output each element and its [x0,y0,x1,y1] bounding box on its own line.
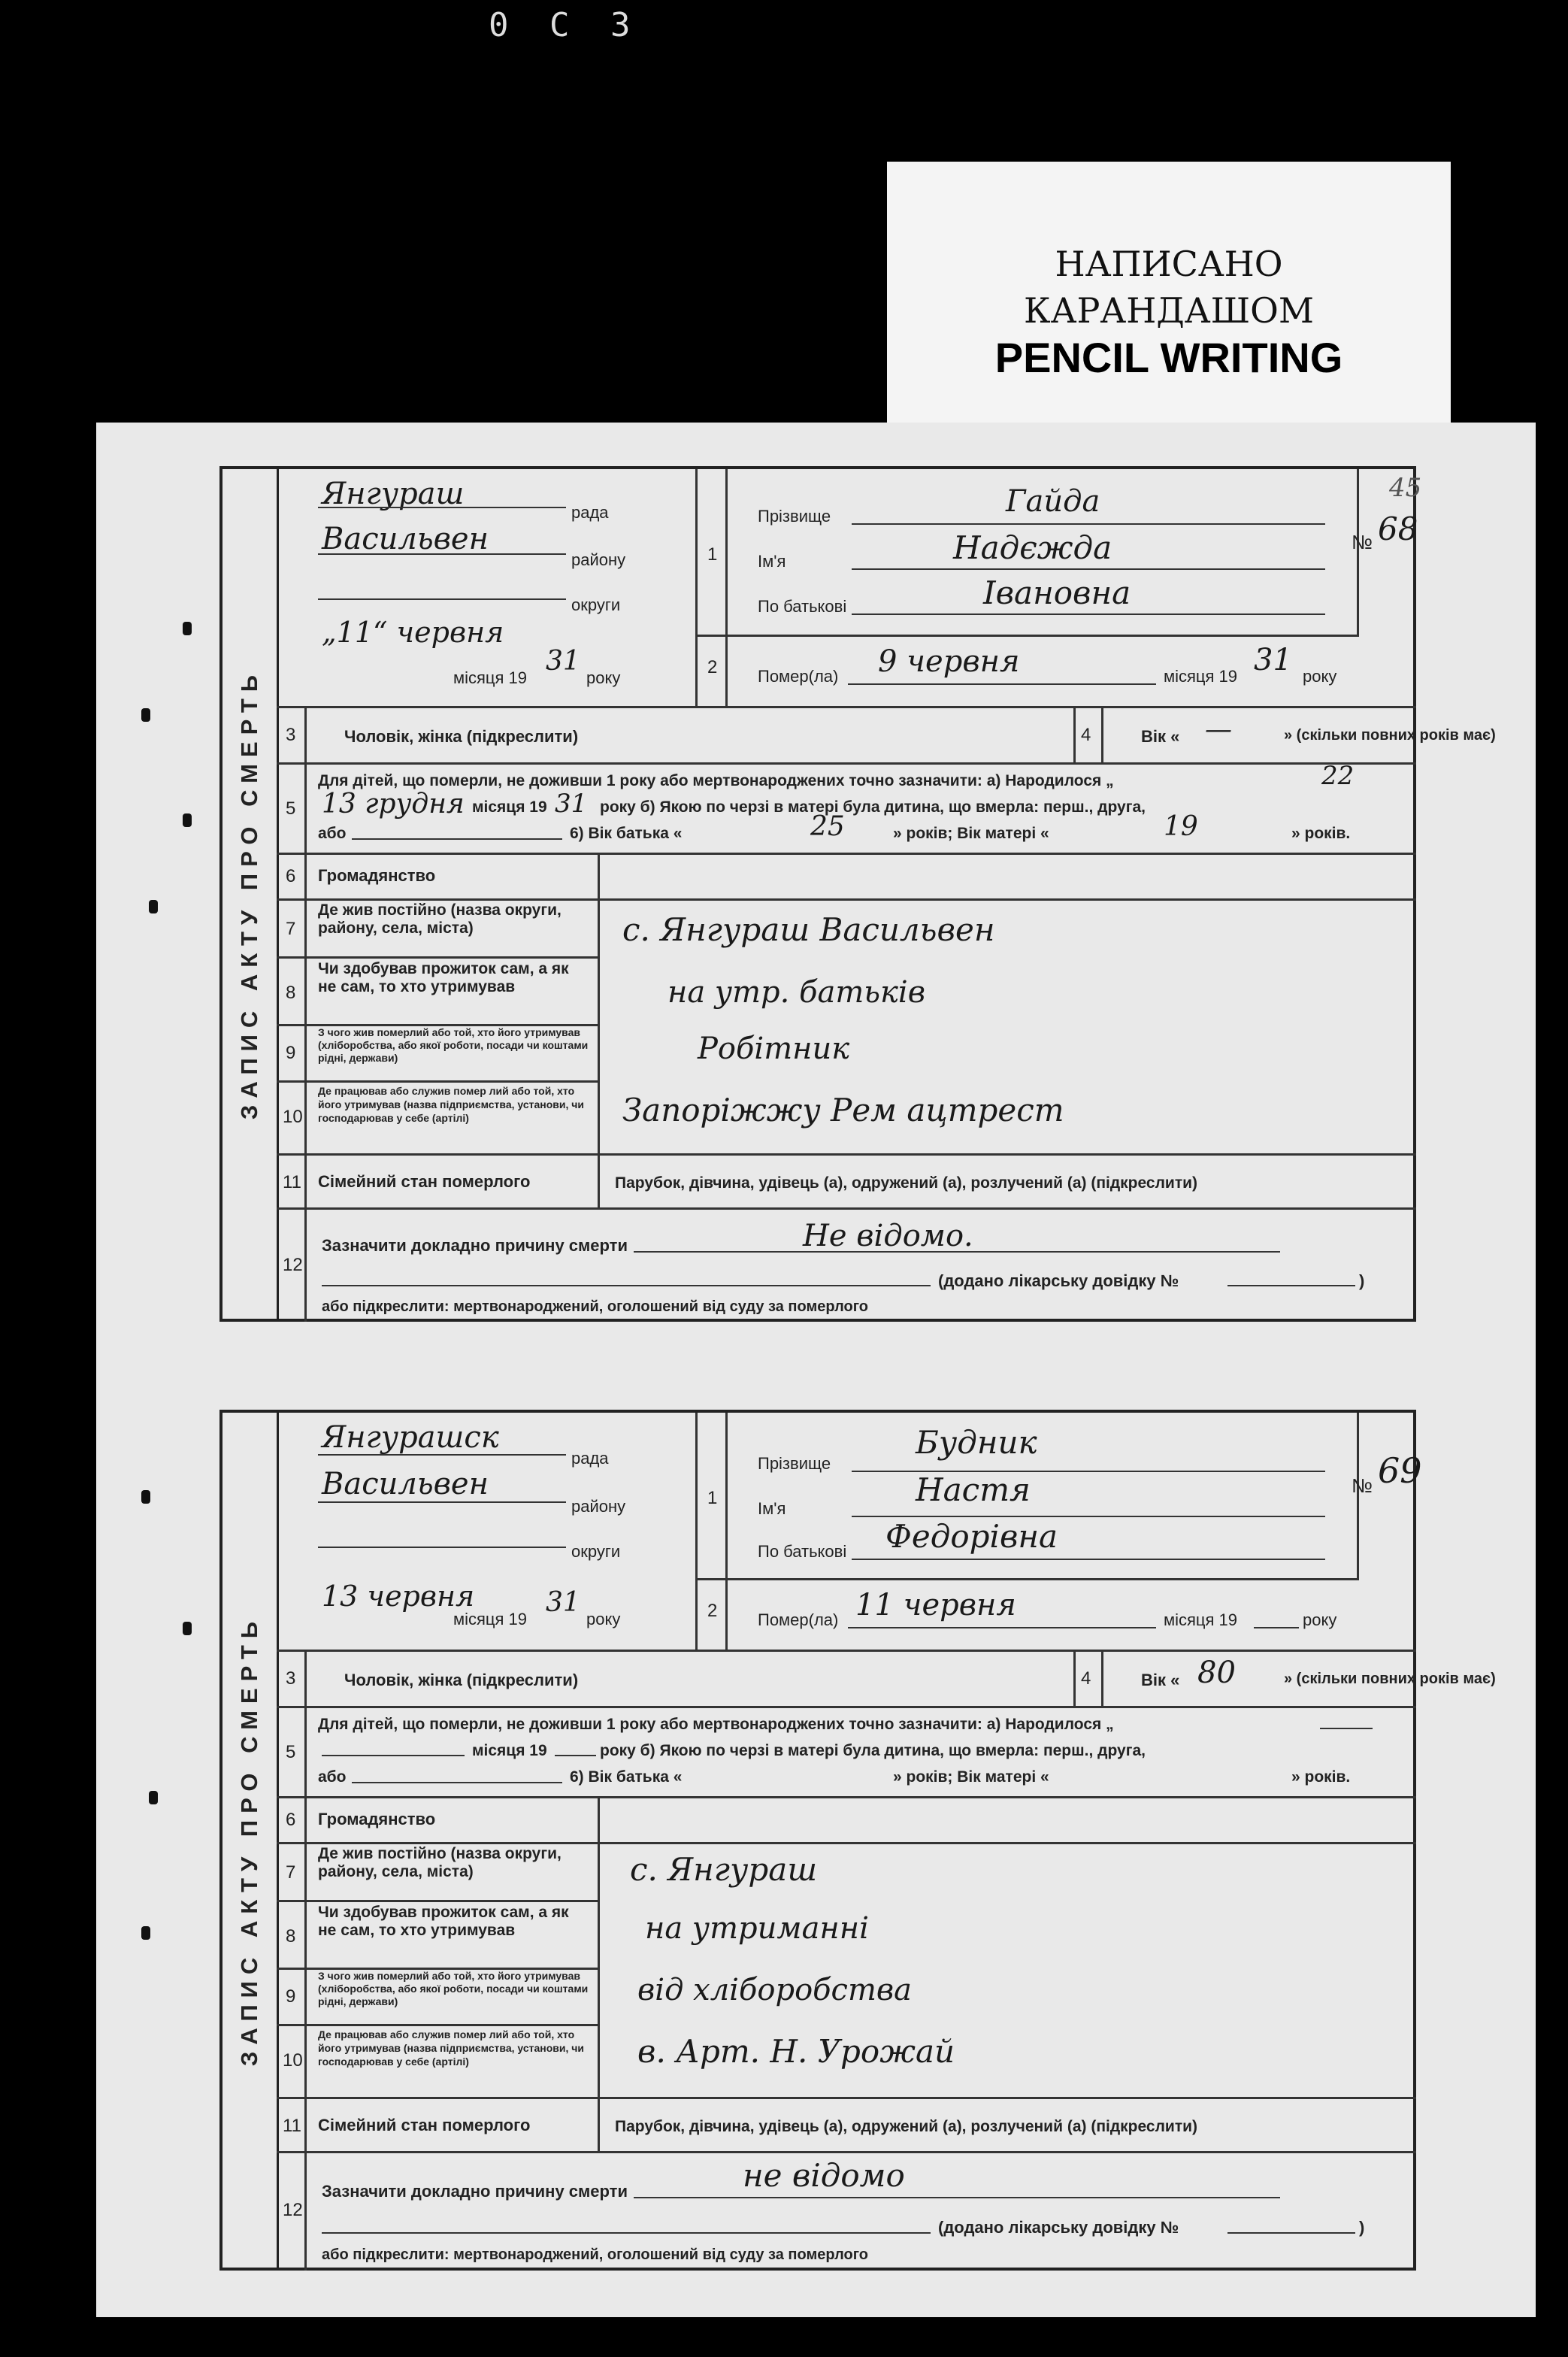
rows-6-10 [277,853,1416,1153]
label-rayonu: району [571,1497,626,1516]
form-side-title: ЗАПИС АКТУ ПРО СМЕРТЬ [222,469,279,1319]
hw-cause: не відомо [743,2157,905,2194]
label-vik-tail: » (скільки повних років має) [1284,727,1496,744]
label-family-options: Парубок, дівчина, удівець (а), одружений (а), розлучений (а) (підкреслити) [615,1174,1198,1192]
row-num-12: 12 [283,1255,303,1275]
label-family-options: Парубок, дівчина, удівець (а), одружений (а), розлучений (а) (підкреслити) [615,2118,1198,2135]
label-cause: Зазначити докладно причину смерти [322,2182,628,2201]
hw-rayon: Васильвен [322,1467,489,1501]
death-date-block [728,1578,1359,1650]
label-okrugy: округи [571,595,621,614]
label-family-status: Сімейний стан померлого [318,1172,531,1191]
death-date-block [728,635,1359,706]
hw-surname: Будник [916,1424,1037,1461]
binding-hole [183,1622,192,1635]
archive-mark: 0 C 3 [489,6,641,44]
row-gender-age [277,1650,1496,1706]
label-support: Чи здобував прожиток сам, а як не сам, то хто утримував [318,960,569,995]
label-infant-line1: Для дітей, що померли, не доживши 1 року або мертвонароджених точно зазначити: а) Народилося „ [318,772,1114,789]
form-side-title: ЗАПИС АКТУ ПРО СМЕРТЬ [222,1413,279,2268]
label-rada: рада [571,1449,609,1468]
label-misyatsya-2: місяця 19 [1164,1610,1238,1629]
hw-means: від хліборобства [637,1973,913,2007]
hw-record-no: 69 [1378,1450,1422,1491]
label-cause: Зазначити докладно причину смерти [322,1236,628,1255]
label-no: № [1352,531,1373,553]
label-roku-2: року [1303,1610,1337,1629]
label-residence: Де жив постійно (назва округи, району, села, міста) [318,901,562,937]
row-num-3: 3 [286,725,296,745]
record-number-block [1352,469,1422,706]
label-roku-2: року [1303,667,1337,686]
hw-father-age: 25 [810,811,845,842]
label-roku: року [586,1610,621,1628]
row-num-6: 6 [286,1810,296,1830]
label-gender: Чоловік, жінка (підкреслити) [344,727,579,746]
deceased-name-block [728,469,1359,635]
binding-hole [141,708,150,722]
label-prizvyshche: Прізвище [758,1454,831,1473]
label-rada: рада [571,503,609,522]
row-num-9: 9 [286,1986,296,2007]
label-gender: Чоловік, жінка (підкреслити) [344,1671,579,1689]
label-misyatsya-2: місяця 19 [1164,667,1238,686]
row-num-10: 10 [283,1107,303,1127]
row-num-1: 1 [707,544,718,565]
row-num-3: 3 [286,1668,296,1689]
label-residence: Де жив постійно (назва округи, району, села, міста) [318,1845,562,1880]
hw-name: Настя [916,1471,1031,1508]
deceased-name-block [728,1413,1359,1578]
pencil-label-en: PENCIL WRITING [994,334,1343,381]
row-num-7: 7 [286,1862,296,1883]
label-okrugy: округи [571,1542,621,1561]
label-citizenship: Громадянство [318,1810,436,1828]
label-work: Де працював або служив помер лий або той, хто його утримував (назва підприємства, установи, чи господарював у себе (артілі) [318,2028,584,2068]
row-num-5: 5 [286,1742,296,1762]
label-po-batkovi: По батькові [758,597,847,616]
label-infant-misyatsya: місяця 19 [472,798,547,816]
label-roku: року [586,668,621,687]
hw-record-no: 68 [1378,510,1418,547]
hw-death-day: 9 червня [878,644,1020,679]
hw-record-no-old: 45 [1389,473,1422,503]
hw-reg-year: 31 [546,646,580,677]
label-cause-cert: (додано лікарську довідку № [938,2218,1179,2237]
row-num-9: 9 [286,1043,296,1063]
label-support: Чи здобував прожиток сам, а як не сам, то хто утримував [318,1904,569,1939]
label-infant-v: 6) Вік батька « [570,825,683,842]
hw-work: в. Арт. Н. Урожай [637,2033,955,2070]
label-infant-b: року б) Якою по черзі в матері була дитина, що вмерла: перш., друга, [600,1742,1146,1759]
hw-age: 80 [1197,1656,1236,1690]
row-num-8: 8 [286,983,296,1003]
hw-born-year: 31 [555,789,588,819]
row-num-5: 5 [286,798,296,819]
row-num-2: 2 [707,1601,718,1621]
row-cause: 12 Зазначити докладно причину смерти Не відомо. (додано лікарську довідку № ) або підкреслити: мертвонароджений, оголошений від суду за померлого [277,1207,1416,1322]
label-cause-alt: або підкреслити: мертвонароджений, оголошений від суду за померлого [322,1298,869,1315]
label-infant-rokiv2: » років. [1291,825,1351,842]
row-num-12: 12 [283,2200,303,2220]
hw-support: на утр. батьків [667,975,926,1010]
binding-hole [183,622,192,635]
rows-6-10 [277,1796,1416,2097]
hw-support: на утриманні [645,1911,869,1946]
row-num-11: 11 [283,1172,301,1192]
row-num-11: 11 [283,2116,301,2136]
row-num-8: 8 [286,1926,296,1946]
binding-hole [149,1791,158,1804]
pencil-writing-label [887,162,1451,425]
label-infant-v: 6) Вік батька « [570,1768,683,1786]
registry-place-block [277,469,698,706]
label-misyatsya: місяця 19 [453,1610,528,1628]
row-family-status [277,1153,1416,1207]
label-pomer: Помер(ла) [758,667,839,686]
hw-means: Робітник [698,1032,850,1066]
binding-hole [183,813,192,827]
hw-residence: с. Янгураш Васильвен [622,911,995,948]
hw-surname: Гайда [1006,484,1100,519]
hw-rayon: Васильвен [322,522,489,556]
label-work: Де працював або служив помер лий або той, хто його утримував (назва підприємства, установи, чи господарював у себе (артілі) [318,1085,584,1124]
label-prizvyshche: Прізвище [758,507,831,526]
hw-rada: Янгураш [322,477,465,511]
hw-patronymic: Івановна [983,574,1131,611]
registry-place-block [277,1413,698,1650]
hw-death-year: 31 [1254,643,1292,677]
hw-born-day: 22 [1321,761,1355,791]
hw-residence: с. Янгураш [630,1851,818,1888]
label-vik: Вік « [1141,727,1180,746]
label-infant-rokiv: » років; Вік матері « [893,825,1049,842]
label-citizenship: Громадянство [318,866,436,885]
hw-rada: Янгурашск [322,1420,499,1455]
label-infant-rokiv2: » років. [1291,1768,1351,1786]
row-gender-age [277,706,1496,762]
label-pomer: Помер(ла) [758,1610,839,1629]
label-misyatsya: місяця 19 [453,668,528,687]
death-record-form-2 [219,1410,1496,2271]
row-num-4: 4 [1081,1668,1091,1689]
label-means: З чого жив померлий або той, хто його утримував (хліборобства, або якої роботи, посади чи коштами рідні, держави) [318,1970,589,2007]
label-infant-misyatsya: місяця 19 [472,1742,547,1759]
row-infant [277,1706,1416,1796]
hw-reg-day: „11“ червня [322,616,504,649]
label-infant-abo: або [318,825,347,842]
label-infant-b: року б) Якою по черзі в матері була дитина, що вмерла: перш., друга, [600,798,1146,816]
binding-hole [141,1926,150,1940]
hw-patronymic: Федорівна [885,1518,1058,1555]
hw-reg-day: 13 червня [322,1580,475,1613]
pencil-label-ru-2: КАРАНДАШОМ [1024,290,1314,331]
hw-work: Запоріжжу Рем ацтрест [622,1092,1064,1129]
hw-age: — [1205,714,1232,745]
label-po-batkovi: По батькові [758,1542,847,1561]
death-record-form-1 [219,466,1496,1322]
binding-hole [141,1490,150,1504]
label-means: З чого жив померлий або той, хто його утримував (хліборобства, або якої роботи, посади чи коштами рідні, держави) [318,1026,589,1064]
row-cause: 12 Зазначити докладно причину смерти не відомо (додано лікарську довідку № ) або підкреслити: мертвонароджений, оголошений від суду за померлого [277,2151,1416,2271]
hw-reg-year: 31 [546,1587,580,1618]
label-infant-abo: або [318,1768,347,1786]
label-imya: Ім'я [758,552,786,571]
row-num-7: 7 [286,919,296,939]
label-vik: Вік « [1141,1671,1180,1689]
label-cause-alt: або підкреслити: мертвонароджений, оголошений від суду за померлого [322,2246,869,2263]
hw-mother-age: 19 [1164,811,1198,842]
label-family-status: Сімейний стан померлого [318,2116,531,2134]
hw-death-day: 11 червня [855,1588,1016,1622]
row-num-6: 6 [286,866,296,886]
hw-born-month: 13 грудня [322,789,465,819]
record-number-block [1352,1413,1422,1650]
label-no: № [1352,1474,1373,1497]
label-vik-tail: » (скільки повних років має) [1284,1671,1496,1687]
label-rayonu: району [571,550,626,569]
label-infant-line1: Для дітей, що померли, не доживши 1 року або мертвонароджених точно зазначити: а) Народилося „ [318,1716,1114,1733]
row-num-4: 4 [1081,725,1091,745]
binding-hole [149,900,158,913]
row-num-1: 1 [707,1488,718,1508]
row-num-10: 10 [283,2050,303,2071]
label-infant-rokiv: » років; Вік матері « [893,1768,1049,1786]
row-family-status [277,2097,1416,2151]
row-infant [277,762,1416,853]
row-num-2: 2 [707,657,718,677]
pencil-label-ru-1: НАПИСАНО [1055,244,1283,284]
hw-cause: Не відомо. [803,1219,973,1253]
hw-name: Надєжда [953,529,1112,566]
label-imya: Ім'я [758,1499,786,1518]
label-cause-cert: (додано лікарську довідку № [938,1271,1179,1290]
